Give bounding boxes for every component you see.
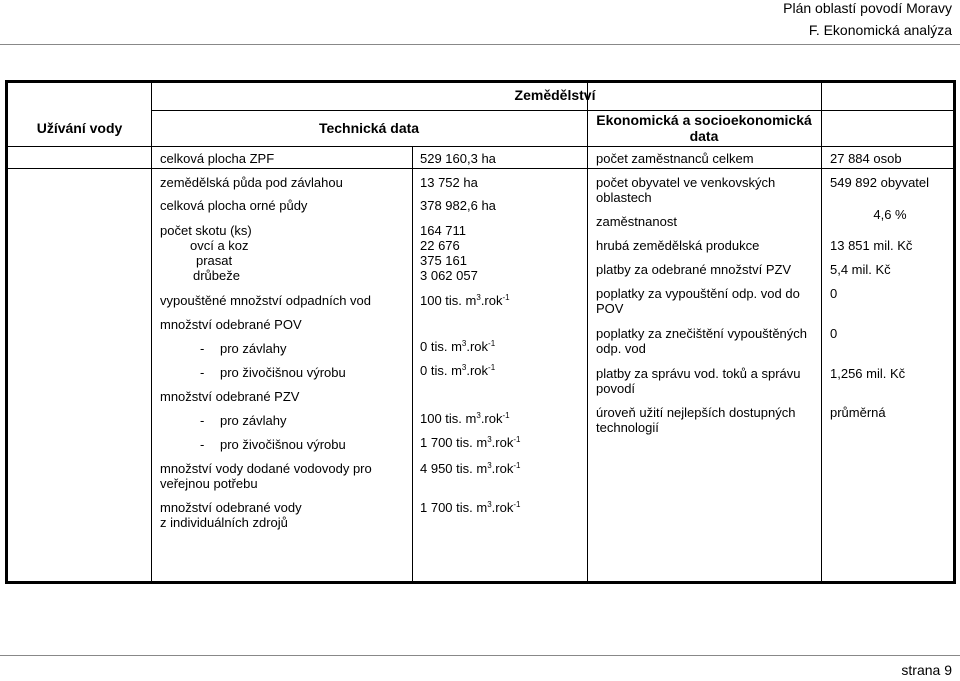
econ-label: platby za odebrané množství PZV	[596, 262, 792, 277]
tech-label: vypouštěné množství odpadních vod	[160, 293, 372, 308]
tech-label: veřejnou potřebu	[160, 476, 258, 491]
col-header-ekon-line2: data	[689, 128, 719, 144]
unit-rok-exponent: -1	[488, 339, 496, 348]
tech-dash: -	[200, 413, 205, 428]
group-header: Zemědělství	[514, 87, 596, 103]
econ-label: poplatky za znečištění vypouštěných	[596, 326, 808, 341]
tech-value: 3 062 057	[420, 268, 478, 283]
tech-value-volume	[420, 339, 495, 354]
unit-exponent: 3	[487, 461, 492, 470]
volume-amount: 100 tis. m	[420, 293, 477, 308]
econ-label: hrubá zemědělská produkce	[596, 238, 760, 253]
tech-label: ovcí a koz	[190, 238, 249, 253]
unit-exponent: 3	[487, 500, 492, 509]
volume-amount: 100 tis. m	[420, 411, 477, 426]
unit-rok-exponent: -1	[502, 411, 510, 420]
econ-value: 13 851 mil. Kč	[830, 238, 913, 253]
unit-exponent: 3	[461, 363, 467, 372]
tech-label: pro závlahy	[220, 413, 287, 428]
tech-value: 13 752 ha	[420, 175, 478, 190]
econ-label: POV	[596, 301, 624, 316]
tech-label: z individuálních zdrojů	[160, 515, 288, 530]
volume-amount: 0 tis. m	[420, 339, 462, 354]
document-title: Plán oblastí povodí Moravy	[783, 0, 952, 16]
unit-rok: .rok	[491, 435, 514, 450]
econ-value: 4,6 %	[873, 207, 907, 222]
tech-value-volume	[420, 293, 510, 308]
econ-label: oblastech	[596, 190, 652, 205]
econ-value: 549 892 obyvatel	[830, 175, 930, 190]
unit-rok: .rok	[466, 363, 489, 378]
unit-rok-exponent: -1	[502, 293, 510, 302]
unit-rok: .rok	[480, 293, 503, 308]
econ-value: 0	[830, 286, 838, 301]
tech-value-volume	[420, 411, 510, 426]
section-title: F. Ekonomická analýza	[808, 22, 952, 38]
econ-label: platby za správu vod. toků a správu	[596, 366, 801, 381]
col-divider-2	[412, 146, 413, 581]
volume-amount: 1 700 tis. m	[420, 500, 488, 515]
econ-label: počet obyvatel ve venkovských	[596, 175, 776, 190]
unit-rok: .rok	[480, 411, 503, 426]
tech-label: množství odebrané PZV	[160, 389, 300, 404]
col-header-technicka: Technická data	[318, 120, 420, 136]
tech-dash: -	[200, 437, 205, 452]
tech-dash: -	[200, 365, 205, 380]
tech-label: množství odebrané POV	[160, 317, 302, 332]
econ-value: 5,4 mil. Kč	[830, 262, 891, 277]
tech-dash: -	[200, 341, 205, 356]
econ-label: zaměstnanost	[596, 214, 677, 229]
col-divider-1	[151, 83, 152, 581]
tech-value-volume	[420, 363, 495, 378]
tech-value: 22 676	[420, 238, 460, 253]
volume-amount: 0 tis. m	[420, 363, 462, 378]
footer-divider	[0, 655, 960, 656]
econ-label: povodí	[596, 381, 636, 396]
unit-rok-exponent: -1	[513, 500, 521, 509]
tech-label: celková plocha orné půdy	[160, 198, 308, 213]
econ-value: 0	[830, 326, 838, 341]
data-table	[5, 80, 956, 584]
tech-value-volume	[420, 461, 520, 476]
tech-value: 375 161	[420, 253, 467, 268]
econ-label: poplatky za vypouštění odp. vod do	[596, 286, 800, 301]
tech-label: celková plocha ZPF	[160, 151, 275, 166]
unit-exponent: 3	[461, 339, 467, 348]
econ-label: počet zaměstnanců celkem	[596, 151, 754, 166]
tech-value-volume	[420, 435, 520, 450]
econ-label: technologií	[596, 420, 659, 435]
tech-label: pro živočišnou výrobu	[220, 437, 346, 452]
econ-value: 27 884 osob	[830, 151, 902, 166]
row-divider-first	[8, 168, 953, 169]
tech-label: pro živočišnou výrobu	[220, 365, 346, 380]
unit-exponent: 3	[476, 411, 481, 420]
econ-label: odp. vod	[596, 341, 646, 356]
tech-label: prasat	[196, 253, 233, 268]
page-number: strana 9	[901, 662, 952, 678]
tech-value: 529 160,3 ha	[420, 151, 496, 166]
tech-label: zemědělská půda pod závlahou	[160, 175, 343, 190]
tech-label: drůbeže	[193, 268, 240, 283]
col-header-ekon-line1: Ekonomická a socioekonomická	[596, 112, 812, 128]
col-header-uziti: Užívání vody	[36, 120, 123, 136]
econ-value: průměrná	[830, 405, 886, 420]
tech-value: 164 711	[420, 223, 467, 238]
tech-label: počet skotu (ks)	[160, 223, 252, 238]
volume-amount: 1 700 tis. m	[420, 435, 488, 450]
volume-amount: 4 950 tis. m	[420, 461, 488, 476]
unit-rok: .rok	[491, 461, 514, 476]
tech-label: pro závlahy	[220, 341, 287, 356]
unit-rok-exponent: -1	[513, 435, 521, 444]
unit-rok-exponent: -1	[513, 461, 521, 470]
unit-rok: .rok	[491, 500, 514, 515]
unit-exponent: 3	[476, 293, 481, 302]
econ-value: 1,256 mil. Kč	[830, 366, 906, 381]
col-divider-3	[587, 83, 588, 581]
header-divider	[0, 44, 960, 45]
row-divider-group	[151, 110, 953, 111]
unit-exponent: 3	[487, 435, 492, 444]
tech-label: množství vody dodané vodovody pro	[160, 461, 372, 476]
tech-label: množství odebrané vody	[160, 500, 302, 515]
tech-value: 378 982,6 ha	[420, 198, 496, 213]
unit-rok: .rok	[466, 339, 489, 354]
col-divider-4	[821, 83, 822, 581]
tech-value-volume	[420, 500, 520, 515]
unit-rok-exponent: -1	[488, 363, 496, 372]
econ-label: úroveň užití nejlepších dostupných	[596, 405, 796, 420]
row-divider-header	[8, 146, 953, 147]
